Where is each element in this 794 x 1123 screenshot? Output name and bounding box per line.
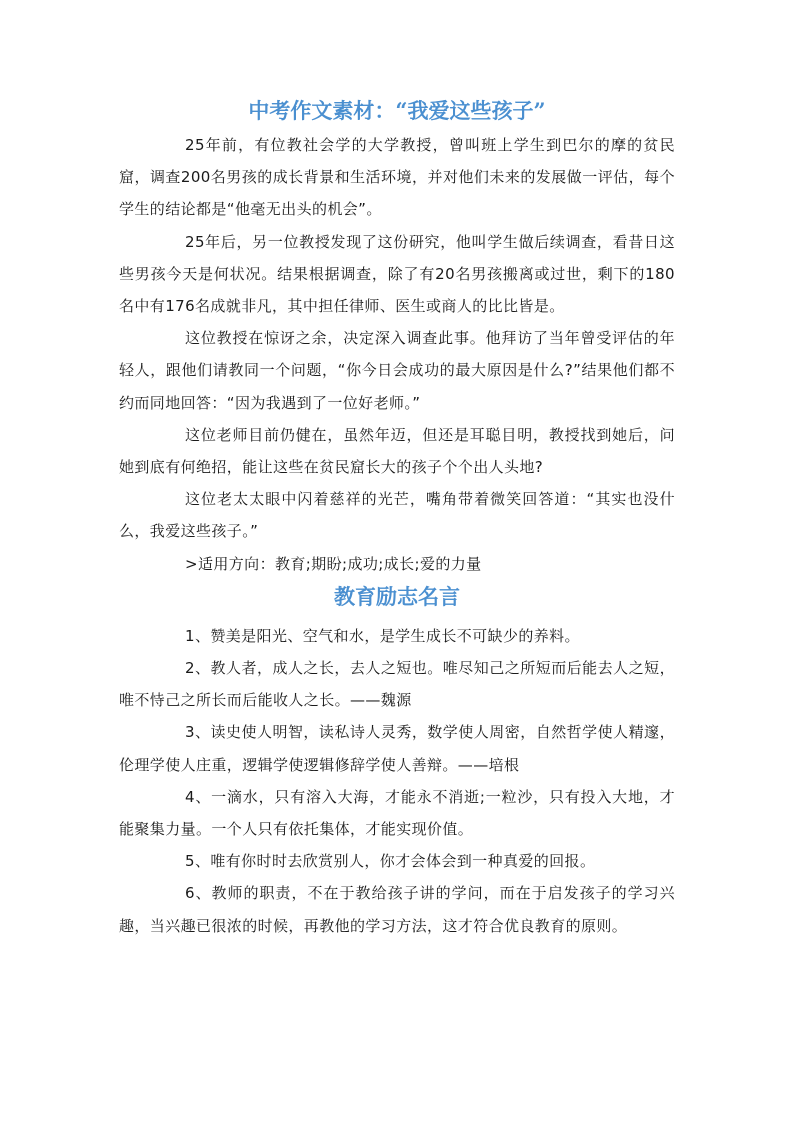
quote-item: 2、教人者，成人之长，去人之短也。唯尽知己之所短而后能去人之短，唯不恃己之所长而后能收人之长。——魏源 [119, 659, 675, 710]
article-paragraph: 这位老太太眼中闪着慈祥的光芒，嘴角带着微笑回答道：“其实也没什么，我爱这些孩子。” [119, 490, 675, 541]
article-paragraph: 这位老师目前仍健在，虽然年迈，但还是耳聪目明，教授找到她后，问她到底有何绝招，能让这些在贫民窟长大的孩子个个出人头地? [119, 425, 675, 477]
article-paragraph: 这位教授在惊讶之余，决定深入调查此事。他拜访了当年曾受评估的年轻人，跟他们请教同一个问题，“你今日会成功的最大原因是什么?”结果他们都不约而同地回答：“因为我遇到了一位好老师。” [119, 329, 675, 412]
quotes-title: 教育励志名言 [334, 583, 460, 609]
article-paragraph: 25年后，另一位教授发现了这份研究，他叫学生做后续调查，看昔日这些男孩今天是何状况。结果根据调查，除了有20名男孩搬离或过世，剩下的180名中有176名成就非凡，其中担任律师、医生或商人的比比皆是。 [119, 232, 675, 316]
quote-item: 6、教师的职责，不在于教给孩子讲的学问，而在于启发孩子的学习兴趣，当兴趣已很浓的时候，再教他的学习方法，这才符合优良教育的原则。 [119, 884, 675, 935]
applicable-direction: >适用方向：教育;期盼;成功;成长;爱的力量 [185, 554, 482, 573]
article-title: 中考作文素材：“我爱这些孩子” [248, 98, 546, 123]
quote-item: 3、读史使人明智，读私诗人灵秀，数学使人周密，自然哲学使人精邃，伦理学使人庄重，逻辑学使逻辑修辞学使人善辩。——培根 [119, 723, 675, 774]
article-paragraph: 25年前，有位教社会学的大学教授，曾叫班上学生到巴尔的摩的贫民窟，调查200名男孩的成长背景和生活环境，并对他们未来的发展做一评估，每个学生的结论都是“他毫无出头的机会”。 [119, 136, 675, 219]
quote-item: 4、一滴水，只有溶入大海，才能永不消逝;一粒沙，只有投入大地，才能聚集力量。一个人只有依托集体，才能实现价值。 [119, 787, 675, 839]
document-page [119, 96, 675, 942]
quote-item: 1、赞美是阳光、空气和水，是学生成长不可缺少的养料。 [185, 626, 580, 645]
quote-item: 5、唯有你时时去欣赏别人，你才会体会到一种真爱的回报。 [185, 852, 596, 871]
